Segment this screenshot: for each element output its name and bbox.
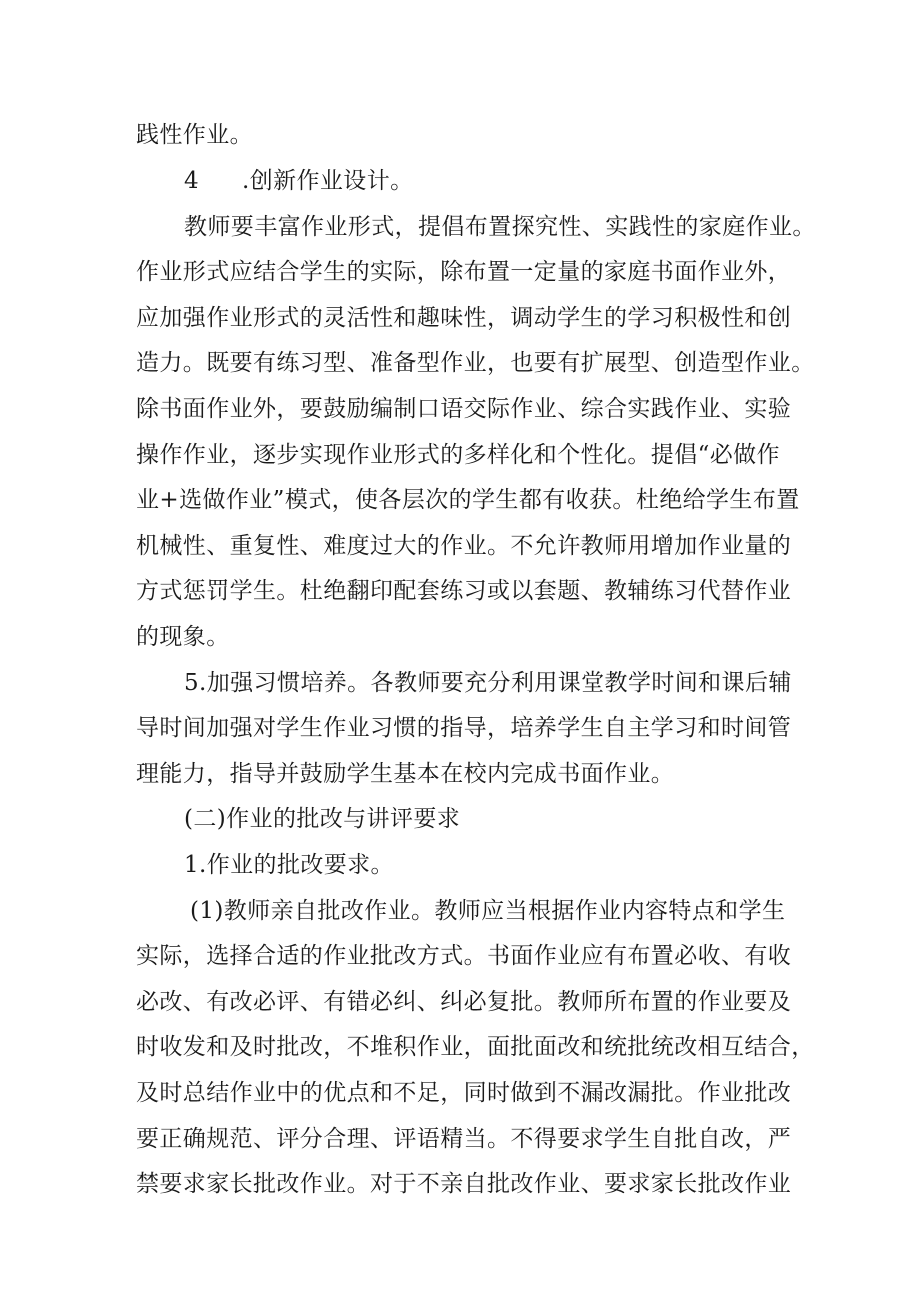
text-line: 必改、有改必评、有错必纠、纠必复批。教师所布置的作业要及 (136, 989, 792, 1015)
text-line: 业+选做作业”模式，使各层次的学生都有收获。杜绝给学生布置 (136, 487, 800, 513)
paragraph-line: 5.加强习惯培养。各教师要充分利用课堂教学时间和课后辅 (184, 670, 792, 696)
text-line: 机械性、重复性、难度过大的作业。不允许教师用增加作业量的 (136, 533, 792, 559)
text-line: 方式惩罚学生。杜绝翻印配套练习或以套题、教辅练习代替作业 (136, 578, 792, 604)
text-line: 理能力，指导并鼓励学生基本在校内完成书面作业。 (136, 761, 675, 787)
item-number: 4 (184, 168, 200, 194)
text-line: 践性作业。 (136, 122, 253, 148)
text-line: 的现象。 (136, 624, 230, 650)
text-line: 时收发和及时批改，不堆积作业，面批面改和统批统改相互结合， (136, 1034, 815, 1060)
paragraph-line: (1)教师亲自批改作业。教师应当根据作业内容特点和学生 (190, 898, 786, 924)
subsection-heading: 1.作业的批改要求。 (184, 852, 394, 878)
list-item-number (184, 164, 414, 198)
section-heading: (二)作业的批改与讲评要求 (184, 806, 461, 832)
text-line: 操作作业，逐步实现作业形式的多样化和个性化。提倡“必做作 (136, 442, 780, 468)
text-line: 及时总结作业中的优点和不足，同时做到不漏改漏批。作业批改 (136, 1080, 792, 1106)
text-line: 除书面作业外，要鼓励编制口语交际作业、综合实践作业、实验 (136, 396, 792, 422)
item-heading: .创新作业设计。 (242, 168, 414, 194)
text-line: 禁要求家长批改作业。对于不亲自批改作业、要求家长批改作业 (136, 1171, 792, 1197)
paragraph-line: 教师要丰富作业形式，提倡布置探究性、实践性的家庭作业。 (184, 214, 816, 240)
text-line: 作业形式应结合学生的实际，除布置一定量的家庭书面作业外， (136, 259, 792, 285)
text-line: 实际，选择合适的作业批改方式。书面作业应有布置必收、有收 (136, 943, 792, 969)
text-line: 造力。既要有练习型、准备型作业，也要有扩展型、创造型作业。 (136, 350, 815, 376)
text-line: 应加强作业形式的灵活性和趣味性，调动学生的学习积极性和创 (136, 305, 792, 331)
text-line: 导时间加强对学生作业习惯的指导，培养学生自主学习和时间管 (136, 715, 792, 741)
text-line: 要正确规范、评分合理、评语精当。不得要求学生自批自改，严 (136, 1126, 792, 1152)
